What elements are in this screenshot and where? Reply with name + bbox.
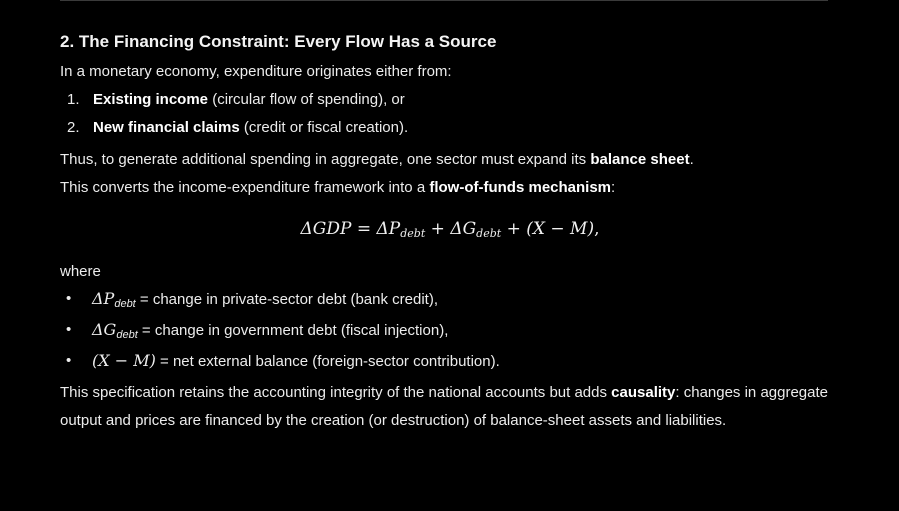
definition-item (60, 286, 840, 317)
list-item-text: (circular flow of spending), or (208, 91, 405, 108)
definition-item (60, 317, 840, 348)
definitions-list (60, 286, 840, 375)
list-item-bold: Existing income (93, 91, 209, 108)
definition-symbol: (X − M) (92, 351, 156, 370)
converts-text: This converts the income-expenditure framework into a (60, 179, 430, 196)
equation-plus: + (501, 219, 527, 239)
converts-bold: flow-of-funds mechanism (429, 179, 612, 196)
specification-paragraph (60, 379, 840, 435)
equation-lhs: ΔGDP (300, 219, 352, 239)
converts-paragraph (60, 174, 840, 202)
spec-bold: causality (611, 384, 676, 401)
definition-text: = net external balance (foreign-sector contribution). (155, 353, 500, 370)
intro-paragraph: In a monetary economy, expenditure originates either from: (60, 63, 452, 80)
spec-text: This specification retains the accounting integrity of the national accounts but adds (60, 384, 612, 401)
list-item (60, 114, 840, 142)
equation-subscript: debt (476, 227, 502, 240)
equation-plus: + (425, 219, 451, 239)
definition-symbol: ΔP (92, 289, 115, 308)
equation-equals: = (351, 219, 377, 239)
spec-end: : changes in aggregate output and prices are financed by the creation (or destruction) of balance-sheet assets and liabilities. (60, 384, 829, 429)
top-divider (60, 0, 828, 1)
definition-subscript: debt (114, 298, 136, 310)
definition-text: = change in government debt (fiscal injection), (137, 322, 449, 339)
section-heading: 2. The Financing Constraint: Every Flow Has a Source (60, 32, 497, 51)
definition-subscript: debt (116, 329, 138, 341)
list-item-text: (credit or fiscal creation). (239, 119, 409, 136)
thus-end: . (689, 151, 694, 168)
definition-symbol: ΔG (92, 320, 117, 339)
list-item (60, 86, 840, 114)
thus-bold: balance sheet (590, 151, 690, 168)
converts-end: : (611, 179, 616, 196)
sources-list (60, 86, 840, 142)
equation-comma: , (594, 219, 600, 239)
equation-term-external: (X − M) (526, 219, 595, 239)
list-item-bold: New financial claims (93, 119, 240, 136)
message-content (60, 30, 840, 435)
definition-item (60, 348, 840, 375)
equation-subscript: debt (400, 227, 426, 240)
equation-term-government: ΔG (450, 219, 477, 239)
thus-text: Thus, to generate additional spending in aggregate, one sector must expand its (60, 151, 591, 168)
where-label: where (60, 263, 101, 280)
list-number: 2. (67, 119, 80, 136)
thus-paragraph (60, 146, 840, 174)
equation-term-private: ΔP (376, 219, 401, 239)
equation (60, 210, 840, 248)
definition-text: = change in private-sector debt (bank credit), (135, 291, 438, 308)
list-number: 1. (67, 91, 80, 108)
